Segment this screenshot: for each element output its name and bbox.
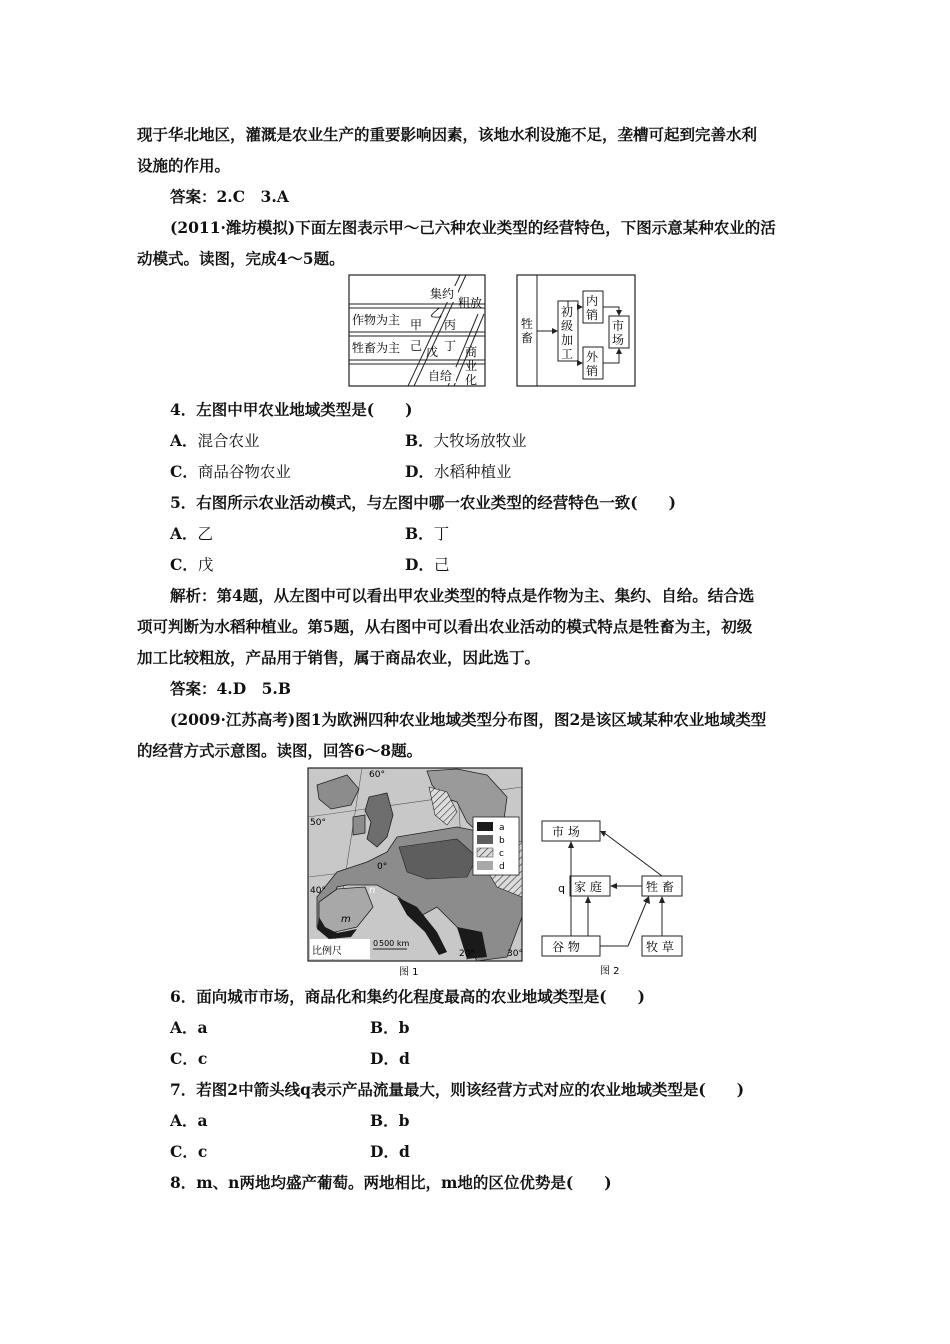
q5-option-b[interactable] — [405, 523, 449, 545]
option-text: 大牧场放牧业 — [433, 432, 527, 450]
option-text: 丁 — [433, 525, 450, 543]
option-text: 商品谷物农业 — [197, 463, 291, 481]
agriculture-type-figures — [348, 274, 638, 389]
q6-option-b[interactable]: B．b — [370, 1018, 410, 1037]
label-livestock: 牲畜为主 — [352, 341, 401, 355]
option-letter: B． — [405, 524, 434, 543]
option-letter: C． — [170, 462, 198, 481]
passage-1-line-1 — [170, 217, 776, 239]
label-processing-3: 加 — [561, 333, 574, 347]
label-ding: 丁 — [444, 339, 457, 353]
q7-option-b[interactable]: B．b — [370, 1111, 410, 1130]
label-domestic-2: 销 — [586, 308, 599, 322]
label-export-1: 外 — [586, 350, 599, 364]
q4-option-a[interactable] — [170, 430, 260, 452]
q6-stem: 6．面向城市市场，商品化和集约化程度最高的农业地域类型是( ) — [170, 987, 645, 1006]
label-n: n — [369, 885, 376, 896]
lat-60: 60° — [369, 770, 385, 780]
option-text: 混合农业 — [197, 432, 260, 450]
q6-option-a[interactable]: A．a — [170, 1018, 208, 1037]
intro-line-1: 现于华北地区，灌溉是农业生产的重要影响因素，该地水利设施不足，垄槽可起到完善水利 — [137, 125, 758, 144]
figure-2-caption: 图 2 — [600, 966, 620, 977]
analysis-text: 第4题，从左图中可以看出甲农业类型的特点是作物为主、集约、自给。结合选 — [216, 586, 755, 605]
q7-option-a[interactable]: A．a — [170, 1111, 208, 1130]
label-processing-1: 初 — [561, 305, 574, 319]
q5-option-a[interactable] — [170, 523, 213, 545]
passage-2-line-2: 的经营方式示意图。读图，回答6～8题。 — [137, 741, 423, 760]
lon-20: 20° — [459, 949, 475, 959]
answer-value: 2.C 3.A — [216, 187, 289, 206]
q4-stem: 4．左图中甲农业地域类型是( ) — [170, 400, 413, 419]
fig2-pasture: 牧 草 — [646, 940, 674, 954]
option-letter: B． — [405, 431, 434, 450]
q6-option-d[interactable]: D．d — [370, 1049, 410, 1068]
label-jia: 甲 — [410, 318, 423, 332]
label-bing: 丙 — [444, 318, 457, 332]
q7-option-c[interactable]: C．c — [170, 1142, 208, 1161]
label-intensive: 集约 — [430, 287, 455, 301]
lat-40: 40° — [310, 886, 326, 896]
intro-line-2: 设施的作用。 — [137, 156, 231, 175]
label-commercial-2: 业 — [465, 359, 478, 373]
q5-stem: 5．右图所示农业活动模式，与左图中哪一农业类型的经营特色一致( ) — [170, 493, 676, 512]
lat-50: 50° — [310, 818, 326, 828]
fig2-grain: 谷 物 — [552, 940, 580, 954]
fig2-market: 市 场 — [552, 825, 580, 839]
label-market-2: 场 — [612, 333, 625, 347]
answer-label: 答案： — [170, 187, 217, 206]
analysis-line-3: 加工比较粗放，产品用于销售，属于商品农业，因此选丁。 — [137, 648, 541, 667]
passage-text: 图1为欧洲四种农业地域类型分布图，图2是该区域某种农业地域类型 — [295, 710, 767, 729]
option-letter: A． — [170, 524, 198, 543]
lon-30: 30° — [507, 949, 523, 959]
legend-c: c — [499, 849, 504, 859]
right-diagram — [517, 275, 635, 386]
option-letter: A． — [170, 431, 198, 450]
figure-1-caption: 图 1 — [399, 967, 419, 978]
answer-label: 答案： — [170, 679, 217, 698]
passage-2-line-1 — [170, 709, 766, 731]
fig2-family: 家 庭 — [574, 880, 602, 894]
q4-option-b[interactable] — [405, 430, 527, 452]
scale-zero: 0 — [373, 939, 379, 948]
option-text: 己 — [433, 556, 450, 574]
option-letter: D． — [405, 555, 434, 574]
option-text: 乙 — [197, 525, 214, 543]
label-crops: 作物为主 — [352, 313, 401, 327]
answer-2 — [170, 678, 291, 700]
label-livestock-v1: 牲 — [521, 317, 534, 331]
q7-stem: 7．若图2中箭头线q表示产品流量最大，则该经营方式对应的农业地域类型是( ) — [170, 1080, 745, 1099]
option-letter: D． — [405, 462, 434, 481]
q5-option-c[interactable] — [170, 554, 213, 576]
europe-agriculture-map — [307, 767, 525, 979]
left-diagram — [349, 275, 485, 387]
answer-value: 4.D 5.B — [216, 679, 291, 698]
label-ji: 己 — [410, 339, 423, 353]
q4-option-c[interactable] — [170, 461, 291, 483]
passage-source: (2011·潍坊模拟) — [170, 218, 296, 237]
q5-option-d[interactable] — [405, 554, 449, 576]
option-text: 戊 — [197, 556, 214, 574]
label-processing-4: 工 — [561, 347, 574, 361]
fig2-livestock: 牲 畜 — [646, 880, 674, 894]
lon-0: 0° — [377, 862, 388, 872]
option-letter: C． — [170, 555, 198, 574]
label-wu: 戊 — [426, 345, 439, 359]
legend-b: b — [499, 836, 505, 846]
q8-stem: 8．m、n两地均盛产葡萄。两地相比，m地的区位优势是( ) — [170, 1173, 612, 1192]
label-livestock-v2: 畜 — [521, 331, 534, 345]
label-yi: 乙 — [430, 306, 443, 320]
label-self-sufficient: 自给 — [428, 369, 453, 383]
analysis-label: 解析： — [170, 586, 217, 605]
q7-option-d[interactable]: D．d — [370, 1142, 410, 1161]
label-processing-2: 级 — [561, 319, 574, 333]
label-m: m — [341, 914, 351, 925]
q4-option-d[interactable] — [405, 461, 511, 483]
legend-d: d — [499, 862, 505, 872]
label-market-1: 市 — [612, 319, 625, 333]
legend-a: a — [499, 823, 505, 833]
scale-value: 500 km — [379, 939, 410, 948]
passage-text: 下面左图表示甲～己六种农业类型的经营特色，下图示意某种农业的活 — [295, 218, 776, 237]
ireland-shape — [353, 815, 365, 835]
map-legend — [473, 817, 519, 875]
label-domestic-1: 内 — [586, 294, 599, 308]
q6-option-c[interactable]: C．c — [170, 1049, 208, 1068]
fig2-q: q — [558, 882, 565, 895]
label-commercial-1: 商 — [465, 345, 478, 359]
label-export-2: 销 — [586, 364, 599, 378]
label-extensive: 粗放 — [458, 296, 483, 310]
passage-source: (2009·江苏高考) — [170, 710, 296, 729]
option-text: 水稻种植业 — [433, 463, 512, 481]
answer-1 — [170, 186, 289, 208]
farming-operation-diagram — [538, 818, 688, 978]
scale-label: 比例尺 — [312, 946, 342, 957]
analysis-line-1 — [170, 585, 754, 607]
label-commercial-3: 化 — [465, 373, 478, 387]
analysis-line-2: 项可判断为水稻种植业。第5题，从右图中可以看出农业活动的模式特点是牲畜为主，初级 — [137, 617, 753, 636]
passage-1-line-2: 动模式。读图，完成4～5题。 — [137, 249, 345, 268]
